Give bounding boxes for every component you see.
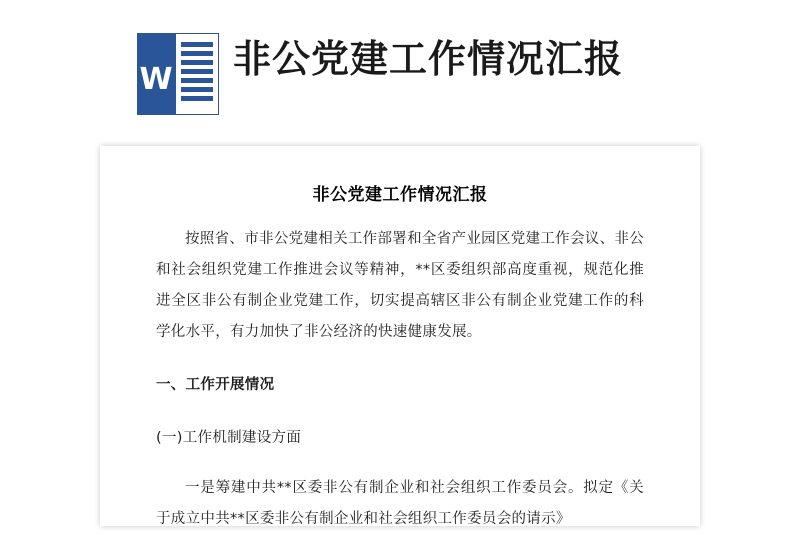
document-paragraph: 按照省、市非公党建相关工作部署和全省产业园区党建工作会议、非公和社会组织党建工作推进会议等精神，**区委组织部高度重视，规范化推进全区非公有制企业党建工作，切实提高辖区非公有制企业党建工作的科学化水平，有力加快了非公经济的快速健康发展。 [156, 231, 644, 340]
document-body [100, 180, 700, 535]
preview-header [0, 0, 800, 140]
document-paragraph: 一是筹建中共**区委非公有制企业和社会组织工作委员会。拟定《关于成立中共**区委非公有制企业和社会组织工作委员会的请示》 [156, 480, 644, 527]
document-section-heading: 一、工作开展情况 [156, 377, 275, 393]
word-document-icon [137, 33, 219, 115]
document-heading: 非公党建工作情况汇报 [312, 185, 488, 205]
page-title: 非公党建工作情况汇报 [233, 37, 624, 81]
document-subsection-heading: (一)工作机制建设方面 [156, 430, 302, 446]
document-sheet [100, 146, 700, 526]
word-icon-letter: W [139, 62, 173, 97]
